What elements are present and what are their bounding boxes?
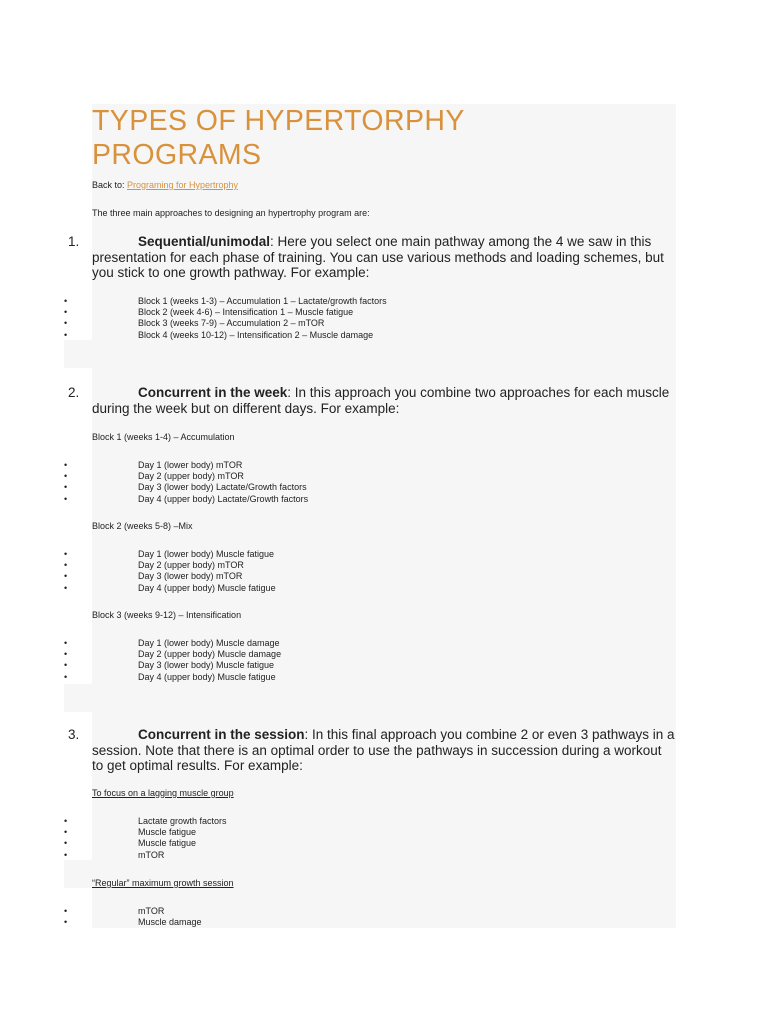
group-label: To focus on a lagging muscle group [92, 788, 234, 798]
list-item: • Day 2 (upper body) mTOR [64, 471, 244, 482]
list-item: • Muscle damage [64, 917, 202, 928]
back-to-link[interactable]: Programing for Hypertrophy [127, 180, 239, 190]
section-paragraph: Concurrent in the week: In this approach you combine two approaches for each muscle during the week but on different days. For example: [92, 385, 670, 416]
left-spacer-panel [64, 860, 92, 888]
back-to-line: Back to: Programing for Hypertrophy [92, 180, 239, 190]
bullet-icon: • [64, 582, 68, 593]
bullet-icon: • [64, 549, 68, 559]
bullet-icon: • [64, 482, 68, 493]
bullet-list [64, 460, 308, 505]
list-item: • Day 3 (lower body) mTOR [64, 571, 243, 582]
bullet-icon: • [64, 296, 68, 306]
list-item: • Day 1 (lower body) Muscle damage [64, 638, 280, 648]
list-item: • Day 4 (upper body) Lactate/Growth factors [64, 493, 309, 504]
list-item: • Day 4 (upper body) Muscle fatigue [64, 582, 276, 593]
list-item: • Day 3 (lower body) Muscle fatigue [64, 660, 275, 671]
bullet-list [64, 906, 202, 928]
bullet-icon: • [64, 471, 68, 482]
block-label: Block 2 (weeks 5-8) –Mix [92, 521, 193, 531]
section-heading: Concurrent in the session [138, 727, 305, 742]
bullet-icon: • [64, 816, 68, 826]
block-label: Block 1 (weeks 1-4) – Accumulation [92, 432, 235, 442]
bullet-icon: • [64, 660, 68, 671]
bullet-icon: • [64, 571, 68, 582]
left-spacer-panel [64, 340, 92, 368]
list-item: • Muscle fatigue [64, 827, 197, 838]
bullet-icon: • [64, 838, 68, 849]
section-number: 3. [68, 727, 80, 742]
list-item: • Day 2 (upper body) mTOR [64, 560, 244, 571]
list-item: • Block 3 (weeks 7-9) – Accumulation 2 – mTOR [64, 318, 325, 329]
block-label: Block 3 (weeks 9-12) – Intensification [92, 610, 242, 620]
list-item: • Block 2 (week 4-6) – Intensification 1 – Muscle fatigue [64, 307, 354, 318]
list-item: • Block 1 (weeks 1-3) – Accumulation 1 – Lactate/growth factors [64, 296, 387, 306]
bullet-list [64, 638, 281, 683]
list-item: • mTOR [64, 906, 165, 916]
bullet-list [64, 549, 276, 594]
section-number: 1. [68, 234, 80, 249]
bullet-icon: • [64, 638, 68, 648]
section-paragraph: Concurrent in the session: In this final approach you combine 2 or even 3 pathways in a session. Note that there is an optimal order to use the pathways in succession during a workout to get optimal results. For example: [92, 727, 675, 773]
list-item: • mTOR [64, 849, 165, 860]
group-label: “Regular” maximum growth session [92, 878, 234, 888]
bullet-icon: • [64, 849, 68, 860]
left-spacer-panel [64, 684, 92, 712]
list-item: • Lactate growth factors [64, 816, 227, 826]
bullet-list [64, 816, 227, 861]
list-item: • Day 1 (lower body) mTOR [64, 460, 243, 470]
bullet-icon: • [64, 827, 68, 838]
bullet-icon: • [64, 917, 68, 928]
section-paragraph: Sequential/unimodal: Here you select one main pathway among the 4 we saw in this presentation for each phase of training. You can use various methods and loading schemes, but you stick to one growth pathway. For example: [92, 234, 664, 280]
list-item: • Day 4 (upper body) Muscle fatigue [64, 671, 276, 682]
content-panel [92, 104, 676, 928]
list-item: • Day 3 (lower body) Lactate/Growth factors [64, 482, 307, 493]
bullet-icon: • [64, 460, 68, 470]
bullet-icon: • [64, 671, 68, 682]
bullet-icon: • [64, 649, 68, 660]
list-item: • Block 4 (weeks 10-12) – Intensification 2 – Muscle damage [64, 329, 374, 340]
bullet-icon: • [64, 329, 68, 340]
list-item: • Muscle fatigue [64, 838, 197, 849]
page-title: TYPES OF HYPERTORPHY PROGRAMS [92, 105, 465, 171]
section-heading: Concurrent in the week [138, 385, 288, 400]
bullet-icon: • [64, 318, 68, 329]
bullet-icon: • [64, 307, 68, 318]
list-item: • Day 2 (upper body) Muscle damage [64, 649, 282, 660]
bullet-icon: • [64, 493, 68, 504]
intro-text: The three main approaches to designing an hypertrophy program are: [92, 208, 370, 218]
bullet-list [64, 296, 387, 341]
section-number: 2. [68, 385, 80, 400]
section-heading: Sequential/unimodal [138, 234, 271, 249]
list-item: • Day 1 (lower body) Muscle fatigue [64, 549, 275, 559]
bullet-icon: • [64, 560, 68, 571]
bullet-icon: • [64, 906, 68, 916]
